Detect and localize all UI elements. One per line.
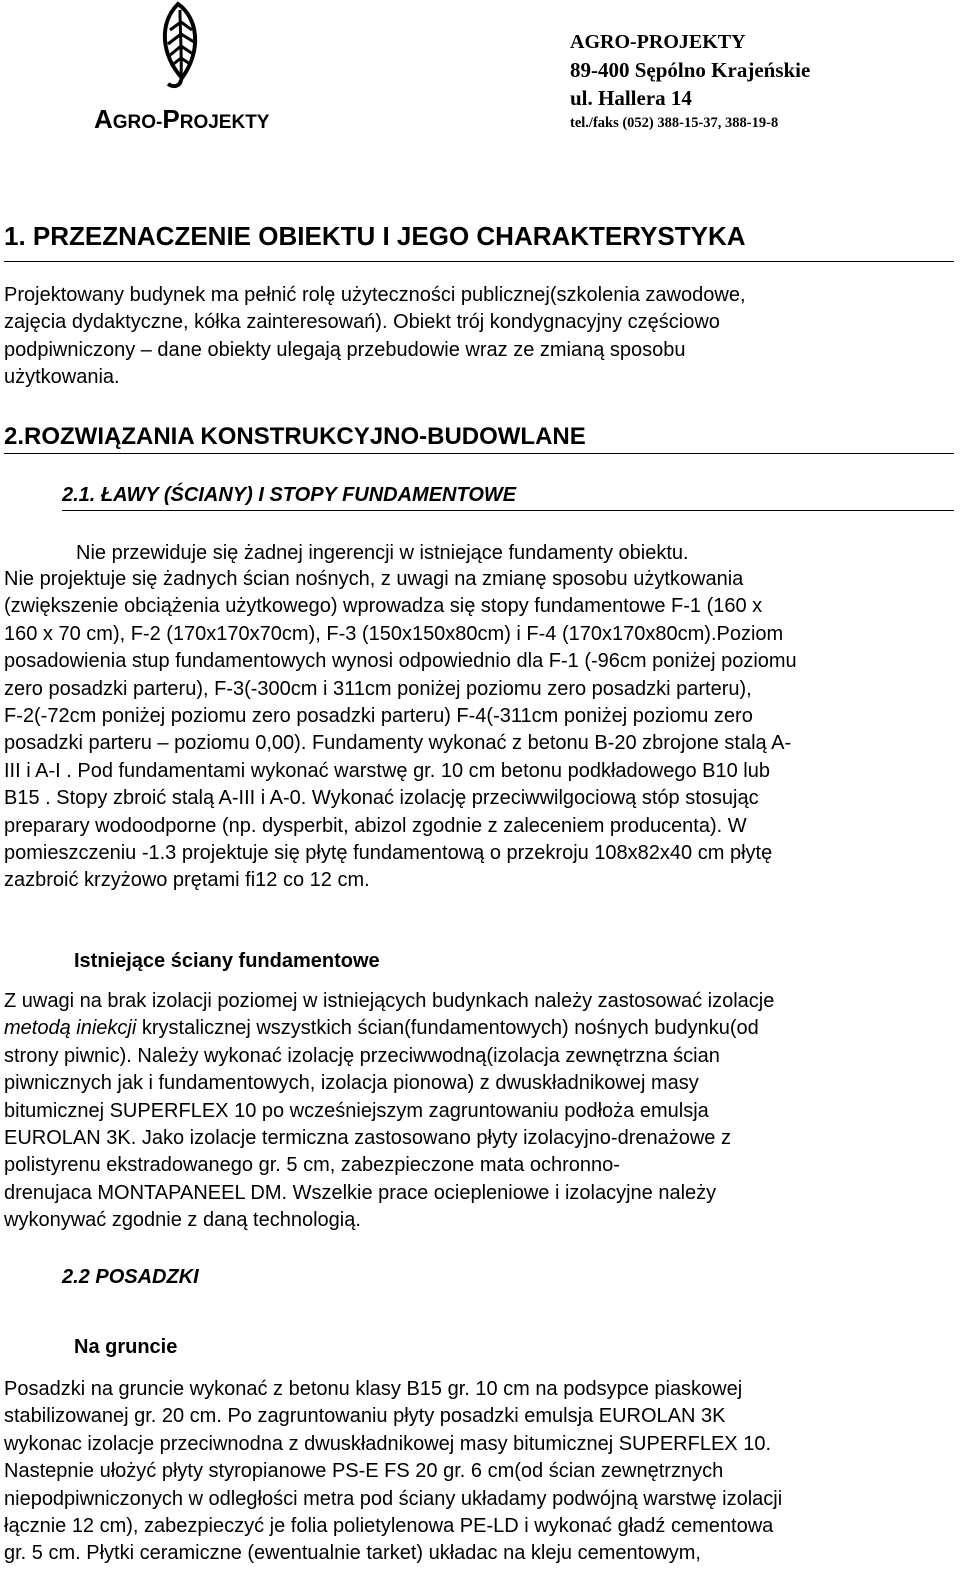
paragraph-line: Posadzki na gruncie wykonać z betonu klasy B15 gr. 10 cm na podsypce piaskowej bbox=[4, 1378, 743, 1400]
paragraph-line: piwnicznych jak i fundamentowych, izolacja pionowa) z dwuskładnikowej masy bbox=[4, 1072, 699, 1095]
paragraph-line: wykonac izolacje przeciwnodna z dwuskładnikowej masy bitumicznej SUPERFLEX 10. bbox=[4, 1432, 772, 1455]
paragraph-line: strony piwnic). Należy wykonać izolację przeciwwodną(izolacja zewnętrzna ścian bbox=[4, 1044, 720, 1067]
logo-letter-p: P bbox=[162, 104, 180, 134]
subsection-2-1-paragraph bbox=[4, 566, 956, 895]
existing-walls-heading: Istniejące ściany fundamentowe bbox=[74, 950, 380, 972]
section-1-heading: 1. PRZEZNACZENIE OBIEKTU I JEGO CHARAKTERYSTYKA bbox=[4, 221, 746, 251]
paragraph-text: krystalicznej wszystkich ścian(fundamentowych) nośnych budynku(od bbox=[136, 1017, 759, 1040]
logo-letter-a: A bbox=[94, 104, 113, 134]
ground-floor-heading: Na gruncie bbox=[74, 1336, 178, 1358]
paragraph-line: gr. 5 cm. Płytki ceramiczne (ewentualnie tarket) układac na kleju cementowym, bbox=[4, 1542, 701, 1565]
company-phone: tel./faks (052) 388-15-37, 388-19-8 bbox=[570, 115, 779, 131]
paragraph-line: niepodpiwniczonych w odległości metra pod ściany układamy podwójną warstwę izolacji bbox=[4, 1487, 783, 1510]
paragraph-line: wykonywać zgodnie z daną technologią. bbox=[4, 1209, 361, 1232]
paragraph-line: użytkowania. bbox=[4, 366, 120, 389]
paragraph-line: B15 . Stopy zbroić stalą A-III i A-0. Wykonać izolację przeciwwilgociową stóp stosując bbox=[4, 787, 759, 810]
paragraph-line: EUROLAN 3K. Jako izolacje termiczna zastosowano płyty izolacyjno-drenażowe z bbox=[4, 1127, 731, 1150]
paragraph-line: podpiwniczony – dane obiekty ulegają przebudowie wraz ze zmianą sposobu bbox=[4, 338, 686, 361]
paragraph-line: zero posadzki parteru), F-3(-300cm i 311cm poniżej poziomu zero posadzki parteru), bbox=[4, 677, 752, 700]
existing-walls-paragraph bbox=[4, 988, 956, 1235]
paragraph-line: Projektowany budynek ma pełnić rolę użyteczności publicznej(szkolenia zawodowe, bbox=[4, 284, 746, 306]
paragraph-line: polistyrenu ekstradowanego gr. 5 cm, zabezpieczone mata ochronno- bbox=[4, 1154, 620, 1177]
logo-wordmark bbox=[94, 104, 269, 135]
paragraph-line: zazbroić krzyżowo prętami fi12 co 12 cm. bbox=[4, 869, 370, 892]
paragraph-line: preparary wodoodporne (np. dysperbit, abizol zgodnie z zaleceniem producenta). W bbox=[4, 814, 747, 837]
paragraph-line: łącznie 12 cm), zabezpieczyć je folia polietylenowa PE-LD i wykonać gładź cementowa bbox=[4, 1515, 774, 1538]
paragraph-line: Z uwagi na brak izolacji poziomej w istniejących budynkach należy zastosować izolacje bbox=[4, 990, 775, 1012]
ground-floor-paragraph bbox=[4, 1376, 956, 1568]
company-street: ul. Hallera 14 bbox=[570, 86, 692, 110]
paragraph-line: drenujaca MONTAPANEEL DM. Wszelkie prace ociepleniowe i izolacyjne należy bbox=[4, 1181, 717, 1204]
paragraph-line: Nastepnie ułożyć płyty styropianowe PS-E FS 20 gr. 6 cm(od ścian zewnętrznych bbox=[4, 1460, 724, 1483]
paragraph-line: (zwiększenie obciążenia użytkowego) wprowadza się stopy fundamentowe F-1 (160 x bbox=[4, 595, 763, 618]
logo-text-gro: GRO- bbox=[112, 112, 163, 133]
company-name: AGRO-PROJEKTY bbox=[570, 31, 746, 53]
section-2-rule bbox=[4, 453, 954, 454]
paragraph-line: F-2(-72cm poniżej poziomu zero posadzki parteru) F-4(-311cm poniżej poziomu zero bbox=[4, 705, 753, 728]
paragraph-line: bitumicznej SUPERFLEX 10 po wcześniejszym zagruntowaniu podłoża emulsja bbox=[4, 1099, 709, 1122]
paragraph-line: 160 x 70 cm), F-2 (170x170x70cm), F-3 (150x150x80cm) i F-4 (170x170x80cm).Poziom bbox=[4, 622, 784, 645]
paragraph-line: Nie projektuje się żadnych ścian nośnych, z uwagi na zmianę sposobu użytkowania bbox=[4, 568, 744, 590]
section-1-rule bbox=[4, 261, 954, 262]
paragraph-line: posadzki parteru – poziomu 0,00). Fundamenty wykonać z betonu B-20 zbrojone stalą A- bbox=[4, 732, 792, 755]
company-address-block bbox=[570, 28, 810, 134]
paragraph-line: posadowienia stup fundamentowych wynosi odpowiednio dla F-1 (-96cm poniżej poziomu bbox=[4, 650, 797, 673]
company-city: 89-400 Sępólno Krajeńskie bbox=[570, 58, 811, 82]
paragraph-line: stabilizowanej gr. 20 cm. Po zagruntowaniu płyty posadzki emulsja EUROLAN 3K bbox=[4, 1405, 726, 1428]
paragraph-line: pomieszczeniu -1.3 projektuje się płytę fundamentową o przekroju 108x82x40 cm płytę bbox=[4, 842, 773, 865]
subsection-2-1-heading: 2.1. ŁAWY (ŚCIANY) I STOPY FUNDAMENTOWE bbox=[62, 484, 517, 506]
subsection-2-1-intro: Nie przewiduje się żadnej ingerencji w istniejące fundamenty obiektu. bbox=[76, 542, 689, 564]
section-1-paragraph bbox=[4, 282, 956, 392]
leaf-logo-icon bbox=[140, 0, 220, 100]
subsection-2-2-heading: 2.2 POSADZKI bbox=[62, 1266, 199, 1288]
logo-text-rojekty: ROJEKTY bbox=[179, 112, 270, 133]
section-2-heading: 2.ROZWIĄZANIA KONSTRUKCYJNO-BUDOWLANE bbox=[4, 423, 586, 450]
paragraph-line: zajęcia dydaktyczne, kółka zainteresowań). Obiekt trój kondygnacyjny częściowo bbox=[4, 311, 720, 334]
subsection-2-1-rule bbox=[62, 510, 954, 511]
paragraph-line: III i A-I . Pod fundamentami wykonać warstwę gr. 10 cm betonu podkładowego B10 lub bbox=[4, 759, 770, 782]
emphasis-text: metodą iniekcji bbox=[4, 1017, 137, 1040]
paragraph-line bbox=[4, 1015, 956, 1042]
